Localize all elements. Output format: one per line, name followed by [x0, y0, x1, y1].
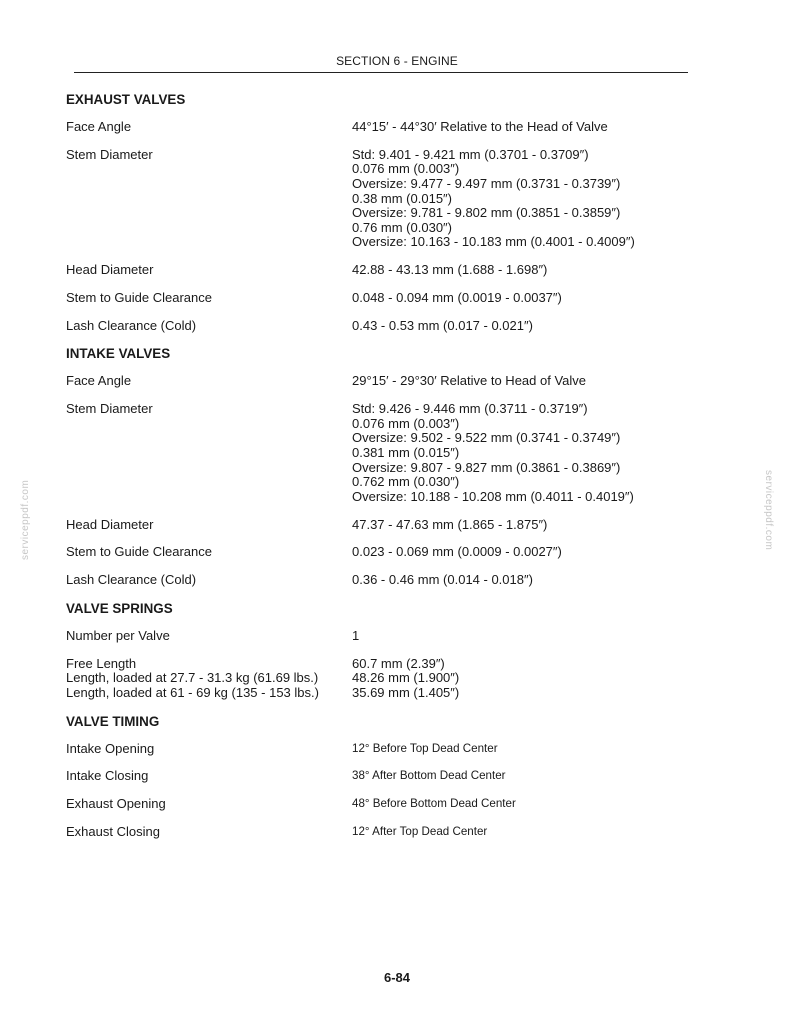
spec-label-line: Face Angle: [66, 119, 132, 134]
spec-label: [66, 319, 352, 334]
spec-label-line: Face Angle: [66, 373, 132, 389]
spec-row: [66, 825, 706, 840]
spec-value-line: 0.381 mm (0.015″): [352, 445, 460, 461]
spec-content: [66, 92, 706, 853]
spec-value: [352, 797, 706, 812]
spec-label-line: Stem to Guide Clearance: [66, 289, 212, 305]
spec-label-line: Stem Diameter: [66, 146, 153, 162]
spec-value-line: 12° After Top Dead Center: [352, 825, 488, 839]
spec-value: [352, 825, 706, 840]
spec-label: [66, 742, 352, 757]
spec-row: [66, 120, 706, 135]
header-rule: [74, 72, 688, 73]
spec-value-line: Oversize: 10.163 - 10.183 mm (0.4001 - 0.4009″): [352, 234, 635, 250]
spec-label-line: Stem Diameter: [66, 401, 153, 417]
spec-value-line: Std: 9.401 - 9.421 mm (0.3701 - 0.3709″): [352, 146, 589, 162]
spec-label: [66, 263, 352, 278]
spec-value: [352, 291, 706, 306]
spec-label-line: Number per Valve: [66, 627, 170, 643]
section-title: INTAKE VALVES: [66, 346, 171, 362]
spec-value-line: Oversize: 9.807 - 9.827 mm (0.3861 - 0.3869″): [352, 459, 621, 475]
spec-value: [352, 769, 706, 784]
spec-value-line: 0.048 - 0.094 mm (0.0019 - 0.0037″): [352, 289, 562, 305]
spec-row: [66, 797, 706, 812]
spec-row: [66, 263, 706, 278]
spec-value-line: 42.88 - 43.13 mm (1.688 - 1.698″): [352, 262, 548, 278]
spec-label: [66, 769, 352, 784]
spec-label: [66, 797, 352, 812]
spec-value-line: Oversize: 9.781 - 9.802 mm (0.3851 - 0.3859″): [352, 205, 621, 221]
spec-value: [352, 657, 706, 701]
spec-value-line: 12° Before Top Dead Center: [352, 741, 498, 755]
section-title: VALVE TIMING: [66, 713, 160, 729]
spec-label-line: Lash Clearance (Cold): [66, 572, 197, 588]
spec-value: [352, 319, 706, 334]
section-header: SECTION 6 - ENGINE: [336, 54, 458, 68]
spec-value-line: Oversize: 10.188 - 10.208 mm (0.4011 - 0.4019″): [352, 488, 634, 504]
spec-row: [66, 657, 706, 701]
spec-value-line: 29°15′ - 29°30′ Relative to Head of Valve: [352, 373, 587, 389]
spec-value-line: 48° Before Bottom Dead Center: [352, 797, 516, 811]
spec-label-line: Head Diameter: [66, 516, 154, 532]
spec-value: [352, 518, 706, 533]
spec-value-line: 0.43 - 0.53 mm (0.017 - 0.021″): [352, 317, 533, 333]
spec-value-line: 60.7 mm (2.39″): [352, 655, 445, 671]
spec-value-line: 0.76 mm (0.030″): [352, 219, 452, 235]
spec-value-line: 44°15′ - 44°30′ Relative to the Head of Valve: [352, 119, 608, 134]
spec-value: [352, 120, 706, 135]
section-title: VALVE SPRINGS: [66, 600, 173, 616]
spec-value: [352, 545, 706, 560]
spec-row: [66, 545, 706, 560]
spec-value-line: 0.076 mm (0.003″): [352, 161, 460, 177]
spec-label: [66, 629, 352, 644]
spec-value-line: Oversize: 9.477 - 9.497 mm (0.3731 - 0.3739″): [352, 175, 621, 191]
spec-value: [352, 402, 706, 504]
spec-value-line: 38° After Bottom Dead Center: [352, 769, 506, 783]
page-number: 6-84: [383, 970, 411, 985]
spec-row: [66, 573, 706, 588]
spec-row: [66, 769, 706, 784]
spec-row: [66, 291, 706, 306]
spec-value: [352, 263, 706, 278]
spec-label: [66, 825, 352, 840]
spec-label: [66, 518, 352, 533]
spec-label-line: Intake Opening: [66, 740, 155, 756]
spec-row: [66, 374, 706, 389]
spec-label-line: Length, loaded at 27.7 - 31.3 kg (61.69 lbs.): [66, 670, 319, 686]
section-title: EXHAUST VALVES: [66, 92, 186, 107]
spec-value: [352, 629, 706, 644]
spec-label: [66, 545, 352, 560]
spec-value: [352, 573, 706, 588]
watermark-right: serviceppdf.com: [763, 470, 774, 551]
spec-value-line: 0.076 mm (0.003″): [352, 415, 460, 431]
spec-row: [66, 629, 706, 644]
spec-row: [66, 742, 706, 757]
spec-label-line: Exhaust Opening: [66, 796, 166, 812]
spec-label: [66, 374, 352, 389]
spec-row: [66, 518, 706, 533]
spec-value-line: 0.36 - 0.46 mm (0.014 - 0.018″): [352, 572, 533, 588]
spec-value-line: Oversize: 9.502 - 9.522 mm (0.3741 - 0.3749″): [352, 430, 621, 446]
spec-value-line: 0.023 - 0.069 mm (0.0009 - 0.0027″): [352, 544, 562, 560]
spec-label: [66, 402, 352, 504]
spec-label-line: Stem to Guide Clearance: [66, 544, 212, 560]
spec-value-line: 47.37 - 47.63 mm (1.865 - 1.875″): [352, 516, 548, 532]
spec-row: [66, 402, 706, 504]
spec-value-line: 0.762 mm (0.030″): [352, 474, 460, 490]
spec-label: [66, 291, 352, 306]
spec-label-line: Length, loaded at 61 - 69 kg (135 - 153 lbs.): [66, 684, 319, 700]
spec-value: [352, 374, 706, 389]
spec-value-line: 1: [352, 627, 360, 643]
spec-label: [66, 573, 352, 588]
spec-value-line: 48.26 mm (1.900″): [352, 670, 460, 686]
spec-label-line: Intake Closing: [66, 768, 149, 784]
spec-label: [66, 148, 352, 250]
spec-row: [66, 148, 706, 250]
watermark-left: serviceppdf.com: [20, 479, 31, 560]
spec-value-line: 35.69 mm (1.405″): [352, 684, 460, 700]
spec-value: [352, 148, 706, 250]
spec-value-line: 0.38 mm (0.015″): [352, 190, 452, 206]
spec-label-line: Exhaust Closing: [66, 824, 160, 840]
spec-label-line: Free Length: [66, 655, 137, 671]
spec-label: [66, 657, 352, 701]
spec-label: [66, 120, 352, 135]
spec-label-line: Lash Clearance (Cold): [66, 317, 197, 333]
spec-value-line: Std: 9.426 - 9.446 mm (0.3711 - 0.3719″): [352, 401, 588, 417]
spec-label-line: Head Diameter: [66, 262, 154, 278]
spec-value: [352, 742, 706, 757]
spec-row: [66, 319, 706, 334]
